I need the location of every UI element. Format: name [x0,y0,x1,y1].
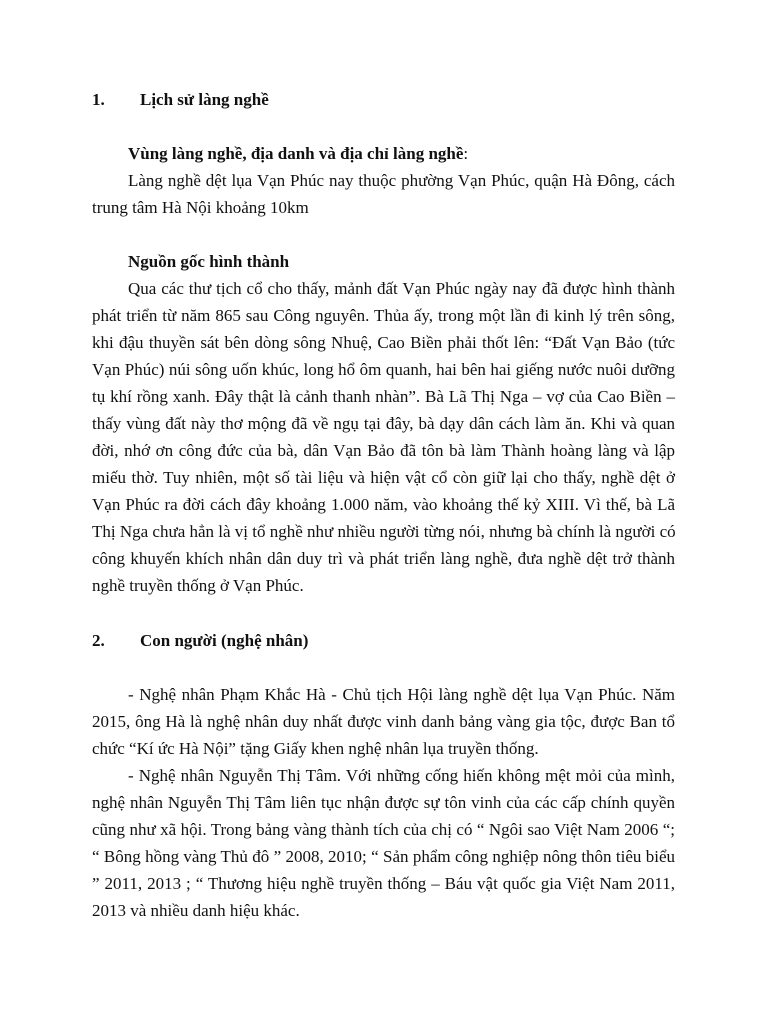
paragraph-line: công khuyến khích nhân dân duy trì và phát triển làng nghề, đưa nghề dệt trở thành [92,549,675,568]
section-2-title: Con người (nghệ nhân) [140,631,309,650]
paragraph-line: tụ khí rồng xanh. Đây thật là cảnh thanh nhàn”. Bà Lã Thị Nga – vợ của Cao Biền – [92,387,675,406]
paragraph-line: Thị Nga chưa hẳn là vị tổ nghề như nhiều người từng nói, nhưng bà chính là người có [92,522,676,541]
paragraph-line: 2015, ông Hà là nghệ nhân duy nhất được vinh danh bảng vàng gia tộc, được Ban tổ [92,712,675,731]
paragraph-line: trung tâm Hà Nội khoảng 10km [92,198,309,217]
paragraph-line: nghề truyền thống ở Vạn Phúc. [92,576,304,595]
paragraph-line: khi đậu thuyền sát bên dòng sông Nhuệ, Cao Biền phải thốt lên: “Đất Vạn Bảo (tức [92,333,675,352]
paragraph-line: Làng nghề dệt lụa Vạn Phúc nay thuộc phường Vạn Phúc, quận Hà Đông, cách [128,171,675,190]
paragraph-line: đời, nhớ ơn công đức của bà, dân Vạn Bảo đã tôn bà làm Thành hoàng làng và lập [92,441,675,460]
paragraph-line: phát triển từ năm 865 sau Công nguyên. Thủa ấy, trong một lần đi kinh lý trên sông, [92,306,675,325]
section-2-number: 2. [92,631,105,650]
paragraph-line: miếu thờ. Tuy nhiên, một số tài liệu và hiện vật cổ còn giữ lại cho thấy, nghề dệt ở [92,468,675,487]
section-1-title: Lịch sử làng nghề [140,90,269,109]
paragraph-line: - Nghệ nhân Nguyễn Thị Tâm. Với những cống hiến không mệt mỏi của mình, [128,766,675,785]
paragraph-line: nghệ nhân Nguyễn Thị Tâm liên tục nhận được sự tôn vinh của các cấp chính quyền [92,793,675,812]
paragraph-line: Qua các thư tịch cổ cho thấy, mảnh đất Vạn Phúc ngày nay đã được hình thành [128,279,675,298]
paragraph-line: - Nghệ nhân Phạm Khắc Hà - Chủ tịch Hội làng nghề dệt lụa Vạn Phúc. Năm [128,685,675,704]
paragraph-line: thấy vùng đất này thơ mộng đã về ngụ tại đây, bà dạy dân cách làm ăn. Khi và quan [92,414,675,433]
subheading-vung-lang-nghe [128,145,468,162]
paragraph-line: Vạn Phúc) núi sông uốn khúc, long hổ ôm quanh, hai bên hai giếng nước nuôi dưỡng [92,360,675,379]
paragraph-line: Vạn Phúc ra đời cách đây khoảng 1.000 năm, vào khoảng thế kỷ XIII. Vì thế, bà Lã [92,495,675,514]
paragraph-line: 2013 và nhiều danh hiệu khác. [92,901,300,920]
paragraph-line: chức “Kí ức Hà Nội” tặng Giấy khen nghệ nhân lụa truyền thống. [92,739,539,758]
subheading-nguon-goc: Nguồn gốc hình thành [128,252,290,271]
paragraph-line: “ Bông hồng vàng Thủ đô ” 2008, 2010; “ Sản phẩm công nghiệp nông thôn tiêu biểu [92,847,675,866]
paragraph-line: ” 2011, 2013 ; “ Thương hiệu nghề truyền thống – Báu vật quốc gia Việt Nam 2011, [92,874,675,893]
paragraph-line: cũng như xã hội. Trong bảng vàng thành tích của chị có “ Ngôi sao Việt Nam 2006 “; [92,820,675,839]
section-1-number: 1. [92,90,105,109]
subheading-colon: : [463,144,469,163]
subheading-text: Vùng làng nghề, địa danh và địa chỉ làng nghề [128,144,464,163]
